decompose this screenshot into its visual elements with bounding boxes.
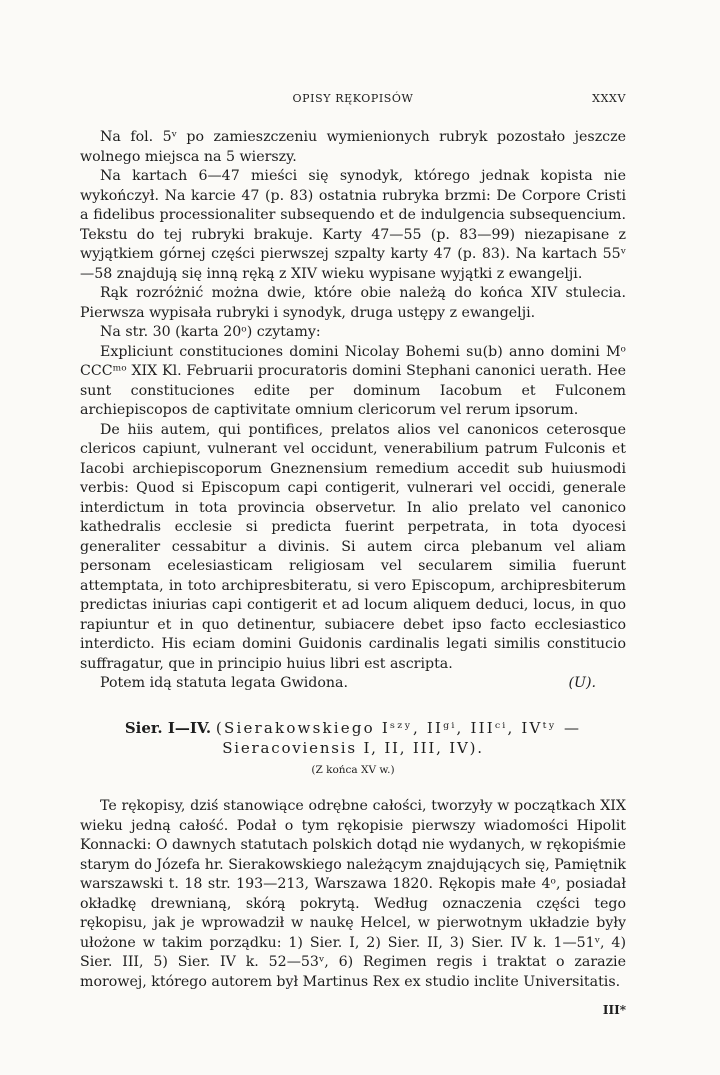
paragraph: Expliciunt constituciones domini Nicolay Bohemi su(b) anno domini Mᵒ CCCᵐᵒ XIX Kl. Februarii procuratoris domini Stephani canonici uerath. Hee sunt constituciones edite per dominum Iacobum et Fulconem archiepiscopos de captivitate omnium clericorum vel rerum ipsorum. <box>80 343 626 418</box>
paragraph: Na str. 30 (karta 20ᵒ) czytamy: <box>100 324 321 340</box>
running-header <box>80 92 626 110</box>
paragraph: De hiis autem, qui pontifices, prelatos alios vel canonicos ceterosque clericos capiunt, vulnerant vel occidunt, venerabilium patrum Fulconis et Iacobi archiepiscoporum Gneznensium remedium accedit sub huiusmodi verbis: Quod si Episcopum capi contigerit, vulnerari vel occidi, generale interdictum in tota provincia observetur. In alio prelato vel canonico kathedralis ecclesie si predicta fuerint perpetrata, in tota dyocesi generaliter cessabitur a divinis. Si autem circa plebanum vel aliam personam ecelesiasticam religiosam vel secularem similia fuerunt attemptata, in toto archipresbiteratu, si vero Episcopum, archipresbiterum predictas iniurias capi contigerit et ad locum aliquem deduci, locus, in quo rapiuntur et in quo detinentur, subiacere debet ipso facto ecclesiastico interdicto. His eciam domini Guidonis cardinalis legati similis constitucio suffragatur, que in principio huius libri est ascripta. <box>80 421 626 672</box>
closing-line <box>80 674 626 694</box>
paragraph: Na kartach 6—47 mieści się synodyk, którego jednak kopista nie wykończył. Na karcie 47 (p. 83) ostatnia rubryka brzmi: De Corpore Cristi a fidelibus processionaliter subsequendo et de indulgencia subsequencium. Tekstu do tej rubryki brakuje. Karty 47—55 (p. 83—99) niezapisane z wyjątkiem górnej części pierwszej szpalty karty 47 (p. 83). Na kartach 55ᵛ—58 znajdują się inną ręką z XIV wieku wypisane wyjątki z ewangelji. <box>80 168 626 282</box>
printer-signature-mark: III* <box>602 1003 626 1017</box>
section-name: (Sierakowskiego Iˢᶻʸ, IIᵍⁱ, IIIᶜⁱ, IVᵗʸ — <box>215 719 582 737</box>
page-number: XXXV <box>592 92 626 105</box>
upper-text-block <box>80 128 626 694</box>
lower-text-block <box>80 797 626 992</box>
section-siglum: Sier. I—IV. <box>124 719 212 737</box>
closing-signature: (U). <box>568 675 596 691</box>
paragraph: Rąk rozróżnić można dwie, które obie należą do końca XIV stulecia. Pierwsza wypisała rubryki i synodyk, druga ustępy z ewangelji. <box>80 285 626 321</box>
paragraph: Te rękopisy, dziś stanowiące odrębne całości, tworzyły w początkach XIX wieku jedną całość. Podał o tym rękopisie pierwszy wiadomości Hipolit Konnacki: O dawnych statutach polskich dotąd nie wydanych, w rękopiśmie starym do Józefa hr. Sierakowskiego należącym znajdujących się, Pamiętnik warszawski t. 18 str. 193—213, Warszawa 1820. Rękopis małe 4ᵒ, posiadał okładkę drewnianą, skórą pokrytą. Według oznaczenia części tego rękopisu, jak je wprowadził w naukę Helcel, w pierwotnym układzie były ułożone w takim porządku: 1) Sier. I, 2) Sier. II, 3) Sier. IV k. 1—51ᵛ, 4) Sier. III, 5) Sier. IV k. 52—53ᵛ, 6) Regimen regis i traktat o zarazie morowej, którego autorem był Martinus Rex ex studio inclite Universitatis. <box>80 798 626 990</box>
closing-text: Potem idą statuta legata Gwidona. <box>100 675 348 691</box>
section-title-line <box>80 718 626 738</box>
section-latin-line: Sieracoviensis I, II, III, IV). <box>222 739 484 757</box>
paragraph: Na fol. 5ᵛ po zamieszczeniu wymienionych rubryk pozostało jeszcze wolnego miejsca na 5 wierszy. <box>80 129 626 165</box>
running-title: OPISY RĘKOPISÓW <box>292 92 414 105</box>
section-date: (Z końca XV w.) <box>311 764 395 776</box>
section-heading <box>80 718 626 778</box>
